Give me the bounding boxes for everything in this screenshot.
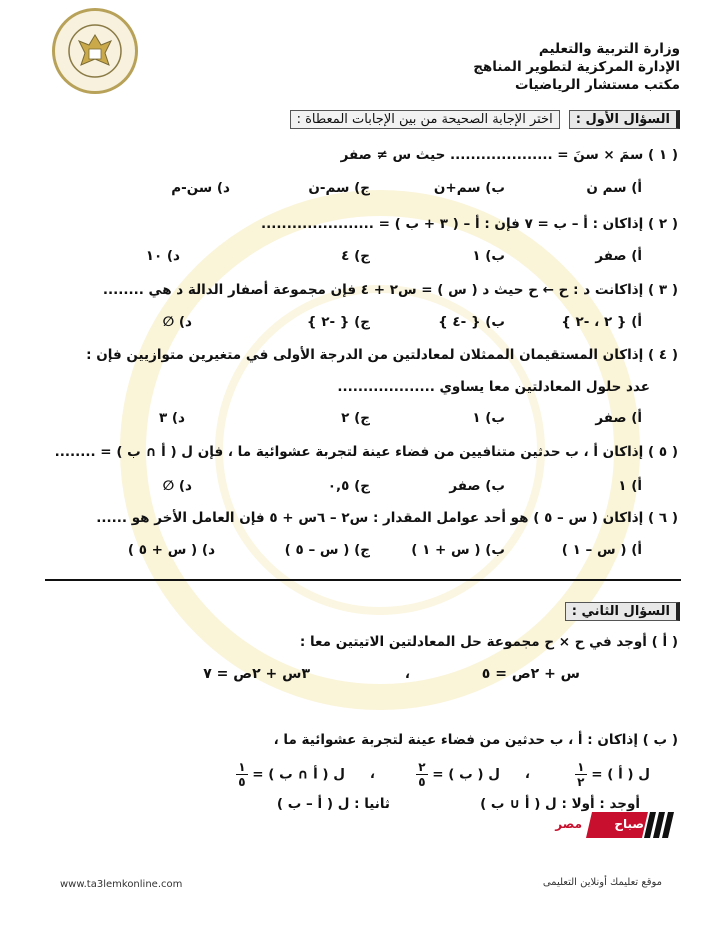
q1-item2-opt-a: أ) صفر <box>595 248 642 264</box>
q2-equation1: س + ٢ص = ٥ <box>481 666 580 682</box>
brand-word-1: صباح <box>614 817 644 831</box>
q2-prob-b-denominator: ٥ <box>418 775 426 789</box>
q2-find-second: ثانيا : ل ( أ – ب ) <box>276 796 390 812</box>
q1-item2-opt-c: ج) ٤ <box>341 248 370 264</box>
q2-equation2: ٣س + ٢ص = ٧ <box>203 666 310 682</box>
q2-find-first: أوجد : أولا : ل ( أ ∪ ب ) <box>480 796 640 812</box>
q2-prob-b <box>416 760 500 789</box>
q1-item5-opt-a: أ) ١ <box>618 478 642 494</box>
question1-instruction: اختر الإجابة الصحيحة من بين الإجابات المعطاة : <box>290 110 560 129</box>
q1-item4-opt-b: ب) ١ <box>472 410 505 426</box>
q1-item3-opt-c: ج) { -٢ } <box>306 314 370 330</box>
q1-item1-opt-c: ج) سم-ن <box>308 180 370 196</box>
q2-prob-ab-numerator: ١ <box>238 760 246 774</box>
question2-label: السؤال الثاني : <box>565 602 680 621</box>
q1-item4-stem: ( ٤ ) إذاكان المستقيمان الممثلان لمعادلتين من الدرجة الأولى في متغيرين متوازيين فإن : <box>86 347 678 363</box>
q1-item4-opt-c: ج) ٢ <box>341 410 370 426</box>
q2-prob-b-fraction <box>416 760 427 789</box>
section-divider <box>45 579 681 581</box>
q1-item5-opt-d: د) ∅ <box>162 478 192 494</box>
q2-prob-ab-fraction <box>236 760 247 789</box>
q1-item6-opt-b: ب) ( س + ١ ) <box>411 542 505 558</box>
q1-item6-opt-d: د) ( س + ٥ ) <box>127 542 215 558</box>
q1-item3-opt-a: أ) { ٢ ، -٢ } <box>561 314 642 330</box>
q1-item2-opt-d: د) ١٠ <box>145 248 180 264</box>
question2-header <box>565 600 680 619</box>
footer-website[interactable]: www.ta3lemkonline.com <box>60 879 183 890</box>
q1-item1-opt-a: أ) سم ن <box>586 180 642 196</box>
q1-item3-opt-d: د) ∅ <box>162 314 192 330</box>
q2-prob-a-denominator: ٢ <box>577 775 585 789</box>
q1-item6-opt-a: أ) ( س – ١ ) <box>561 542 642 558</box>
q1-item5-opt-c: ج) ٠,٥ <box>327 478 370 494</box>
footer-site-name: موقع تعليمك أونلاين التعليمى <box>542 877 662 888</box>
q2-prob-a-numerator: ١ <box>577 760 585 774</box>
ministry-logo <box>52 8 138 94</box>
q1-item5-opt-b: ب) صفر <box>449 478 505 494</box>
q2-separator-1: ، <box>524 766 530 782</box>
q2-separator-2: ، <box>369 766 375 782</box>
q1-item1-opt-d: د) سن-م <box>171 180 230 196</box>
q1-item3-stem: ( ٣ ) إذاكانت د : ح ← ح حيث د ( س ) = س٢ + ٤ فإن مجموعة أصفار الدالة د هي ........ <box>102 282 678 298</box>
question1-label: السؤال الأول : <box>569 110 680 129</box>
q2-part-b: ( ب ) إذاكان : أ ، ب حدثين من فضاء عينة لتجربة عشوائية ما ، <box>273 732 678 748</box>
q1-item6-stem: ( ٦ ) إذاكان ( س – ٥ ) هو أحد عوامل المقدار : س٢ – ٦س + ٥ فإن العامل الأخر هو ...... <box>96 510 678 526</box>
office-name: مكتب مستشار الرياضيات <box>514 77 680 93</box>
q1-item1-opt-b: ب) سم+ن <box>433 180 505 196</box>
q1-item1-stem: ( ١ ) سمَ × سنَ = .................... حيث س ≠ صفر <box>340 147 678 163</box>
ministry-name: وزارة التربية والتعليم <box>538 41 680 57</box>
q1-item5-stem: ( ٥ ) إذاكان أ ، ب حدثين متنافيين من فضاء عينة لتجربة عشوائية ما ، فإن ل ( أ ∩ ب ) = ........ <box>54 444 678 460</box>
q1-item6-opt-c: ج) ( س – ٥ ) <box>284 542 370 558</box>
q2-prob-b-numerator: ٢ <box>418 760 426 774</box>
q1-item2-opt-b: ب) ١ <box>472 248 505 264</box>
q2-prob-ab <box>236 760 345 789</box>
page-header <box>473 40 680 94</box>
q2-prob-ab-label: ل ( أ ∩ ب ) = <box>252 766 345 783</box>
q1-item4-opt-a: أ) صفر <box>595 410 642 426</box>
q1-item2-stem: ( ٢ ) إذاكان : أ – ب = ٧ فإن : أ – ( ٣ + ب ) = ...................... <box>261 216 678 232</box>
department-name: الإدارة المركزية لتطوير المناهج <box>473 59 680 75</box>
q1-item3-opt-b: ب) { -٤ } <box>438 314 505 330</box>
q2-prob-a-label: ل ( أ ) = <box>591 766 650 783</box>
q2-prob-a <box>575 760 650 789</box>
q1-item4-opt-d: د) ٣ <box>158 410 185 426</box>
q2-prob-b-label: ل ( ب ) = <box>432 766 500 783</box>
q2-equation-separator: ، <box>404 666 410 682</box>
q2-prob-ab-denominator: ٥ <box>238 775 246 789</box>
q2-prob-a-fraction <box>575 760 586 789</box>
q2-part-a: ( أ ) أوجد في ح × ح مجموعة حل المعادلتين الاتيتين معا : <box>299 634 678 650</box>
question1-header <box>290 108 680 127</box>
brand-badge <box>530 808 680 842</box>
q1-item4-stem2: عدد حلول المعادلتين معا يساوي ................... <box>337 379 650 395</box>
brand-word-2: مصر <box>555 817 582 831</box>
